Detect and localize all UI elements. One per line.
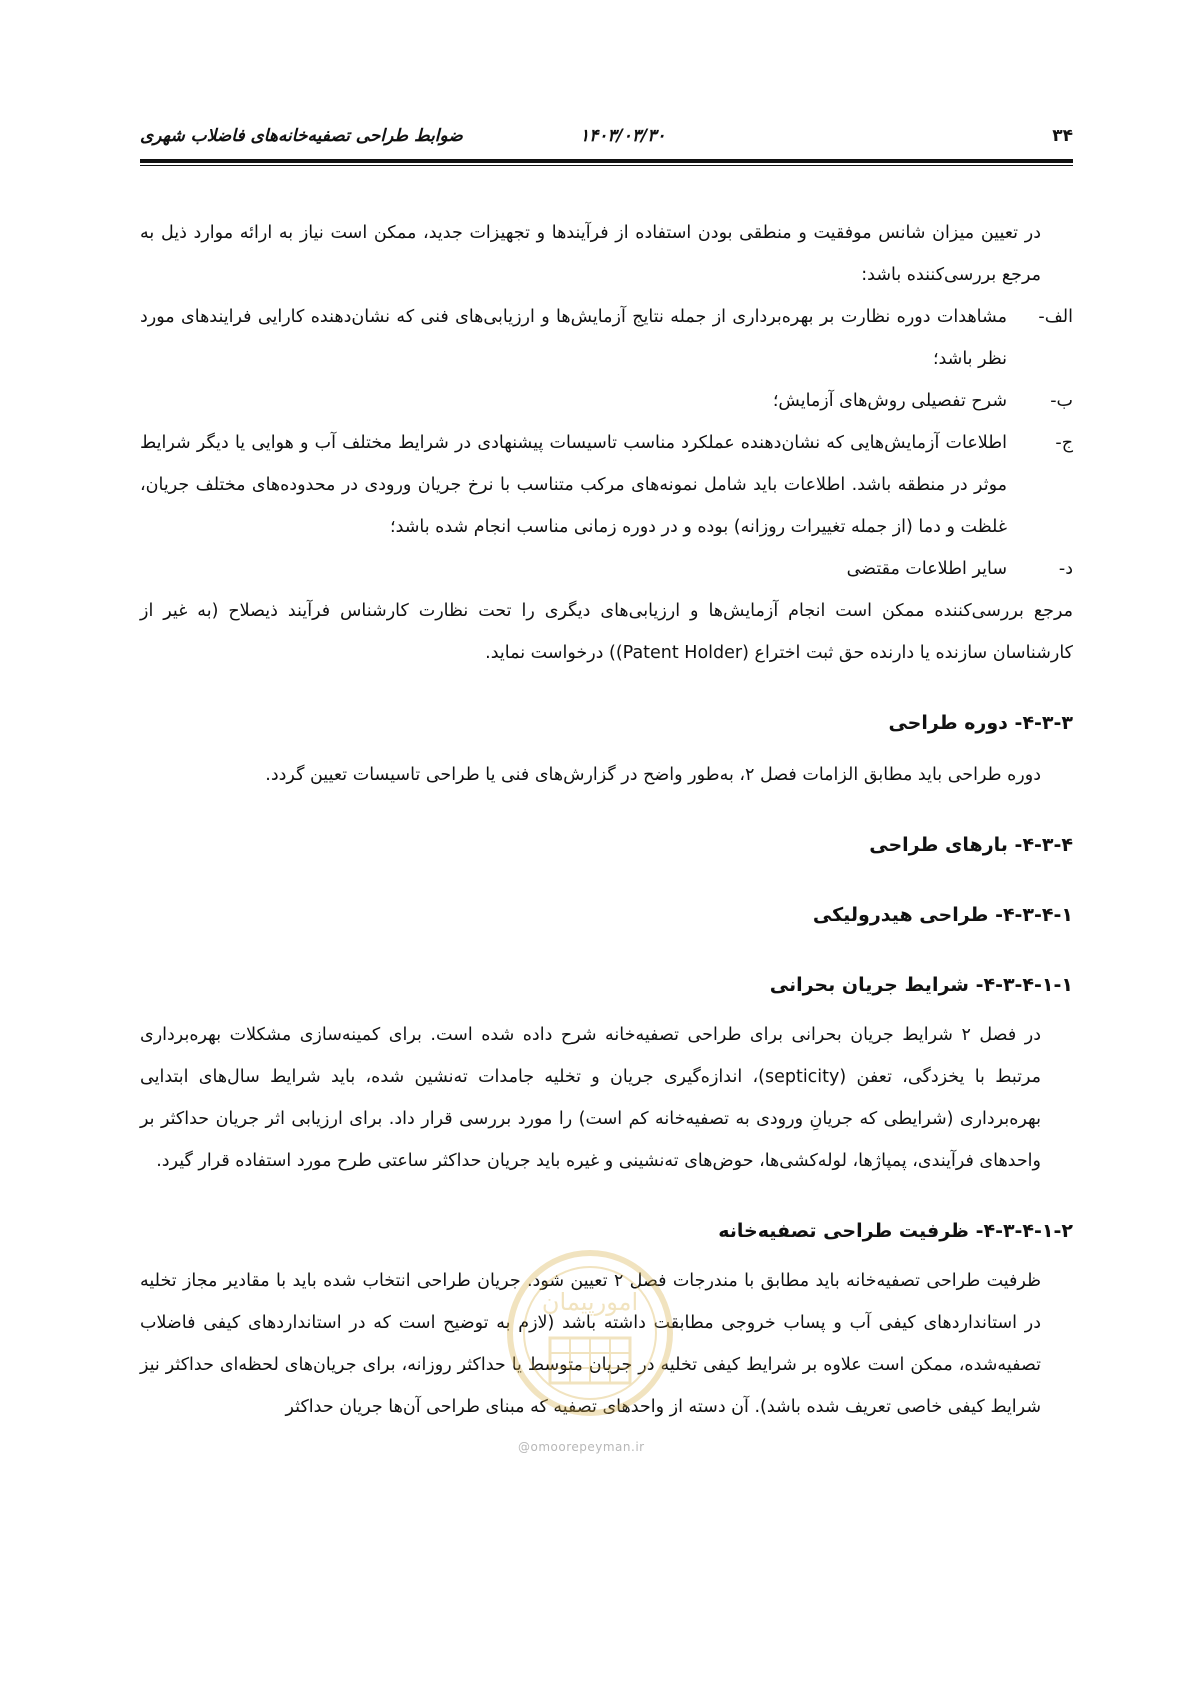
header-date: ۱۴۰۳/۰۳/۳۰	[580, 126, 666, 146]
design-period-paragraph: دوره طراحی باید مطابق الزامات فصل ۲، به‌طور واضح در گزارش‌های فنی یا طراحی تاسیسات تعیین گردد.	[265, 765, 1041, 785]
watermark-url: @omoorepeyman.ir	[518, 1440, 645, 1454]
document-title: ضوابط طراحی تصفیه‌خانه‌های فاضلاب شهری	[140, 126, 463, 146]
list-item	[140, 422, 1073, 548]
page-header	[140, 126, 1073, 148]
list-text: سایر اطلاعات مقتضی	[846, 559, 1007, 579]
critical-flow-paragraph: در فصل ۲ شرایط جریان بحرانی برای طراحی تصفیه‌خانه شرح داده شده است. برای کمینه‌سازی مشکلات بهره‌برداری مرتبط با یخزدگی، تعفن (septicity)، اندازه‌گیری جریان و تخلیه جامدات ته‌نشین شده، باید شرایط سال‌های ابتدایی بهره‌برداری (شرایطی که جریانِ ورودی به تصفیه‌خانه کم است) را مورد بررسی قرار داد. برای ارزیابی اثر جریان حداکثر بر واحدهای فرآیندی، پمپاژها، لوله‌کشی‌ها، حوض‌های ته‌نشینی و غیره باید جریان حداکثر ساعتی طرح مورد استفاده قرار گیرد.	[140, 1025, 1041, 1171]
heading-hydraulic-design: ۴-۳-۴-۱- طراحی هیدرولیکی	[812, 904, 1073, 926]
page-number: ۳۴	[1052, 126, 1073, 146]
heading-critical-flow: ۴-۳-۴-۱-۱- شرایط جریان بحرانی	[769, 974, 1073, 996]
watermark-logo-text: امورپیمان	[541, 1288, 639, 1316]
list-marker: د-	[1058, 559, 1073, 579]
capacity-paragraph: ظرفیت طراحی تصفیه‌خانه باید مطابق با مندرجات فصل ۲ تعیین شود. جریان طراحی انتخاب شده باید با مقادیر مجاز تخلیه در استانداردهای کیفی آب و پساب خروجی مطابقت داشته باشد (لازم به توضیح است که در استانداردهای کیفی فاضلاب تصفیه‌شده، ممکن است علاوه بر شرایط کیفی تخلیه در جریان متوسط یا حداکثر روزانه، برای جریان‌های لحظه‌ای حداکثر نیز شرایط کیفی خاصی تعریف شده باشد). آن دسته از واحدهای تصفیه که مبنای طراحی آن‌ها جریان حداکثر	[140, 1271, 1041, 1417]
list-marker: ب-	[1050, 391, 1073, 411]
list-item	[140, 548, 1073, 590]
heading-design-loads: ۴-۳-۴- بارهای طراحی	[869, 834, 1073, 856]
reviewer-paragraph: مرجع بررسی‌کننده ممکن است انجام آزمایش‌ها و ارزیابی‌های دیگری را تحت نظارت کارشناس فرآیند ذیصلاح (به غیر از کارشناسان سازنده یا دارنده حق ثبت اختراع (Patent Holder)) درخواست نماید.	[140, 601, 1073, 663]
list-text: اطلاعات آزمایش‌هایی که نشان‌دهنده عملکرد مناسب تاسیسات پیشنهادی در شرایط مختلف آب و هوایی یا دیگر شرایط موثر در منطقه باشد. اطلاعات باید شامل نمونه‌های مرکب متناسب با نرخ جریان ورودی در محدوده‌های مختلف جریان، غلظت و دما (از جمله تغییرات روزانه) بوده و در دوره زمانی مناسب انجام شده باشد؛	[140, 433, 1007, 537]
heading-design-period: ۴-۳-۳- دوره طراحی	[888, 712, 1073, 734]
intro-paragraph: در تعیین میزان شانس موفقیت و منطقی بودن استفاده از فرآیندها و تجهیزات جدید، ممکن است نیاز به ارائه موارد ذیل به مرجع بررسی‌کننده باشد:	[140, 223, 1041, 285]
list-marker: الف-	[1038, 307, 1073, 327]
header-rule-thick	[140, 159, 1073, 163]
page-content	[140, 212, 1073, 1428]
list-item	[140, 296, 1073, 380]
list-item	[140, 380, 1073, 422]
list-marker: ج-	[1055, 433, 1073, 453]
list-text: مشاهدات دوره نظارت بر بهره‌برداری از جمله نتایج آزمایش‌ها و ارزیابی‌های فنی که نشان‌دهنده کارایی فرایندهای مورد نظر باشد؛	[140, 307, 1007, 369]
heading-design-capacity: ۴-۳-۴-۱-۲- ظرفیت طراحی تصفیه‌خانه	[718, 1220, 1073, 1242]
header-rule-thin	[140, 165, 1073, 166]
list-text: شرح تفصیلی روش‌های آزمایش؛	[772, 391, 1007, 411]
